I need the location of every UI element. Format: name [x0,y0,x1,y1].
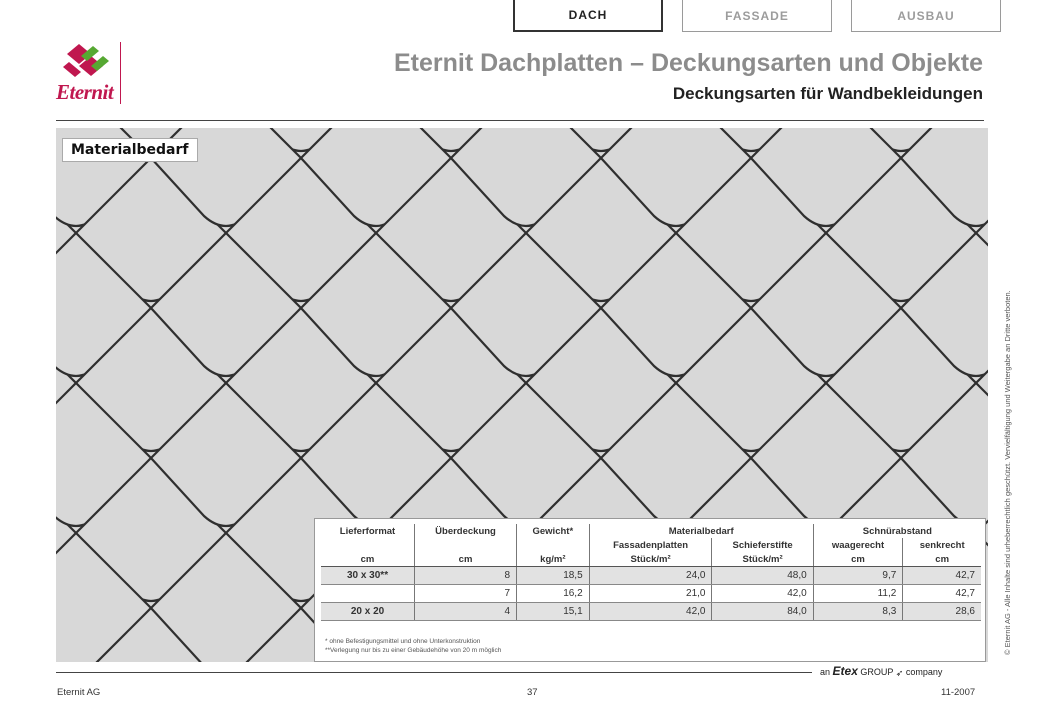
etex-suffix: company [905,667,943,677]
material-table [321,524,981,621]
tab-ausbau[interactable]: AUSBAU [851,0,1001,32]
th-schnurabstand: Schnürabstand [813,524,981,538]
unit-cell: cm [813,552,903,567]
table-row [321,585,981,603]
etex-group: GROUP [860,667,894,677]
footer-divider [56,672,812,673]
tab-dach[interactable]: DACH [513,0,663,32]
table-cell: 48,0 [712,567,813,585]
table-row [321,603,981,621]
table-cell: 42,0 [712,585,813,603]
table-cell: 7 [415,585,517,603]
table-cell: 4 [415,603,517,621]
table-cell: 42,0 [589,603,712,621]
unit-cell: cm [903,552,981,567]
table-cell: 18,5 [517,567,590,585]
th-waagerecht: waagerecht [813,538,903,552]
table-cell: 42,7 [903,567,981,585]
footnote: * ohne Befestigungsmittel und ohne Unterkonstruktion [325,638,481,645]
th-senkrecht: senkrecht [903,538,981,552]
table-cell: 9,7 [813,567,903,585]
unit-cell: cm [415,552,517,567]
table-cell: 8,3 [813,603,903,621]
unit-cell: Stück/m² [712,552,813,567]
logo-divider [120,42,121,104]
page-title: Eternit Dachplatten – Deckungsarten und Objekte [393,49,983,77]
unit-cell: kg/m² [517,552,590,567]
material-table-panel [314,518,986,662]
th-lieferformat: Lieferformat [339,525,396,537]
etex-group-badge [820,664,942,678]
th-fassadenplatten: Fassadenplatten [589,538,712,552]
th-materialbedarf: Materialbedarf [589,524,813,538]
table-cell [321,585,415,603]
page-subtitle: Deckungsarten für Wandbekleidungen [672,84,983,103]
footer-date: 11-2007 [941,687,976,698]
footer-company: Eternit AG [57,687,101,698]
table-footnotes [325,637,501,655]
copyright-notice: © Eternit AG - Alle Inhalte sind urheberrechtlich geschützt. Vervielfältigung und Weitergabe an Dritte verboten. [1003,290,1012,655]
table-cell: 24,0 [589,567,712,585]
table-cell: 84,0 [712,603,813,621]
header-divider [56,120,984,121]
th-schieferstifte: Schieferstifte [712,538,813,552]
table-cell: 21,0 [589,585,712,603]
th-gewicht: Gewicht* [517,524,590,538]
table-cell: 15,1 [517,603,590,621]
tab-fassade[interactable]: FASSADE [682,0,832,32]
logo-wordmark: Eternit [56,80,114,104]
th-ueberdeckung: Überdeckung [415,524,517,538]
unit-cell: Stück/m² [589,552,712,567]
table-row [321,567,981,585]
table-cell: 16,2 [517,585,590,603]
table-cell: 11,2 [813,585,903,603]
section-label: Materialbedarf [62,138,198,162]
page-number: 37 [527,687,538,698]
etex-prefix: an [820,667,831,677]
table-cell: 20 x 20 [321,603,415,621]
etex-arrow-icon: ➶ [895,668,904,678]
table-cell: 8 [415,567,517,585]
etex-brand: Etex [832,664,858,678]
table-cell: 30 x 30** [321,567,415,585]
unit-cell: cm [321,552,415,567]
table-cell: 42,7 [903,585,981,603]
footnote: **Verlegung nur bis zu einer Gebäudehöhe von 20 m möglich [325,647,502,654]
table-cell: 28,6 [903,603,981,621]
